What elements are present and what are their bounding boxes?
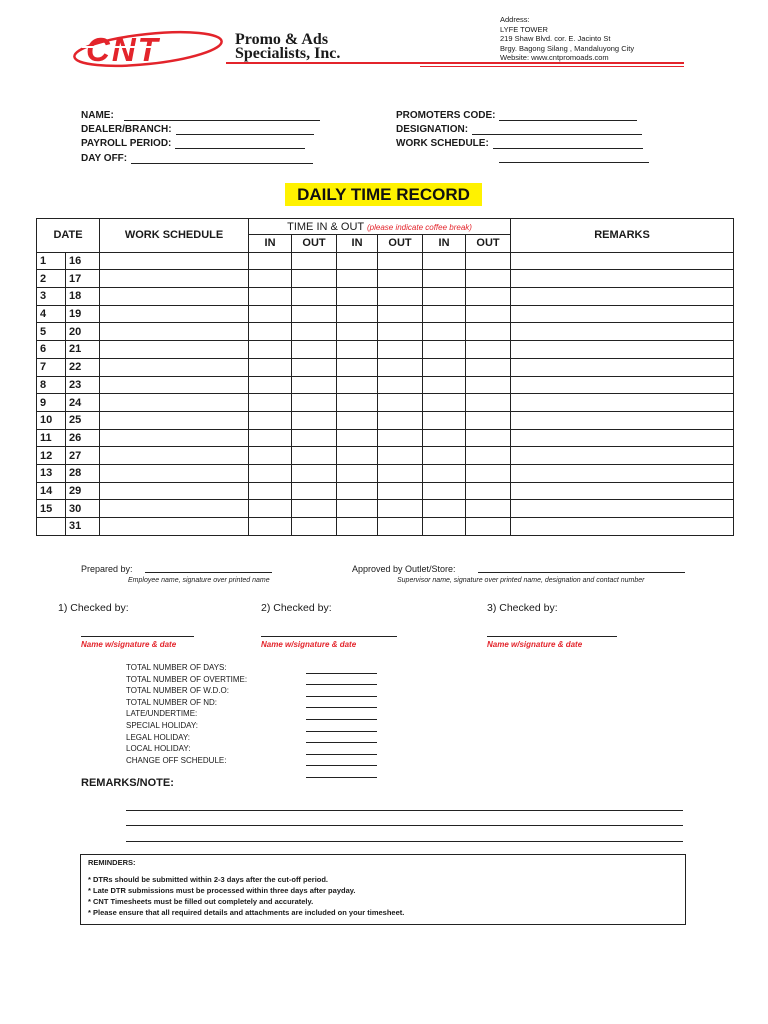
- time-in-cell[interactable]: [249, 270, 292, 288]
- special-holiday-label: SPECIAL HOLIDAY:: [126, 720, 199, 730]
- date-cell: 29: [66, 482, 100, 500]
- day-off-label: DAY OFF:: [81, 153, 128, 164]
- remarks-cell[interactable]: [511, 270, 734, 288]
- total-input-line[interactable]: [306, 685, 377, 697]
- work-schedule-cell[interactable]: [100, 500, 249, 518]
- remarks-input-line[interactable]: [126, 811, 683, 827]
- time-in-cell[interactable]: [249, 394, 292, 412]
- local-holiday-label: LOCAL HOLIDAY:: [126, 744, 191, 754]
- header-divider: [226, 62, 684, 64]
- work-schedule-header: WORK SCHEDULE: [100, 219, 249, 253]
- remarks-cell[interactable]: [511, 429, 734, 447]
- time-in-cell[interactable]: [249, 518, 292, 536]
- time-out-cell[interactable]: [378, 482, 423, 500]
- out-header: OUT: [292, 235, 337, 253]
- time-out-cell[interactable]: [466, 464, 511, 482]
- designation-field: [396, 124, 642, 135]
- time-in-cell[interactable]: [337, 305, 378, 323]
- time-in-cell[interactable]: [337, 323, 378, 341]
- time-in-cell[interactable]: [249, 464, 292, 482]
- checked-by-1-line[interactable]: [81, 636, 194, 637]
- time-in-cell[interactable]: [249, 341, 292, 359]
- time-out-cell[interactable]: [378, 376, 423, 394]
- table-row: [37, 358, 734, 376]
- work-schedule-input-line[interactable]: [493, 139, 643, 149]
- date-cell: 11: [37, 429, 66, 447]
- approved-by-label: Approved by Outlet/Store:: [352, 564, 456, 574]
- time-in-cell[interactable]: [423, 464, 466, 482]
- prepared-by-label: Prepared by:: [81, 564, 133, 574]
- out-header: OUT: [378, 235, 423, 253]
- time-in-cell[interactable]: [249, 429, 292, 447]
- time-in-cell[interactable]: [423, 376, 466, 394]
- remarks-cell[interactable]: [511, 305, 734, 323]
- total-input-line[interactable]: [306, 708, 377, 720]
- table-row: [37, 252, 734, 270]
- company-line-2: Specialists, Inc.: [235, 45, 341, 62]
- reminder-item: * CNT Timesheets must be filled out completely and accurately.: [88, 897, 314, 906]
- time-out-cell[interactable]: [292, 341, 337, 359]
- checked-by-2-line[interactable]: [261, 636, 397, 637]
- coffee-break-note: (please indicate coffee break): [366, 222, 472, 232]
- time-in-cell[interactable]: [249, 411, 292, 429]
- address-line: LYFE TOWER: [500, 24, 548, 34]
- work-schedule-cell[interactable]: [100, 358, 249, 376]
- time-in-cell[interactable]: [249, 447, 292, 465]
- out-header: OUT: [466, 235, 511, 253]
- date-cell: 7: [37, 358, 66, 376]
- date-cell: 2: [37, 270, 66, 288]
- time-in-cell[interactable]: [249, 358, 292, 376]
- total-input-line[interactable]: [306, 732, 377, 744]
- promoters-code-label: PROMOTERS CODE:: [396, 110, 496, 121]
- website-line: Website: www.cntpromoads.com: [500, 53, 609, 62]
- table-row: [37, 429, 734, 447]
- time-out-cell[interactable]: [292, 500, 337, 518]
- date-cell: 27: [66, 447, 100, 465]
- in-header: IN: [337, 235, 378, 253]
- time-in-cell[interactable]: [423, 323, 466, 341]
- work-schedule-cell[interactable]: [100, 464, 249, 482]
- approved-by-line[interactable]: [478, 572, 685, 573]
- date-header: DATE: [37, 219, 100, 253]
- time-out-cell[interactable]: [378, 341, 423, 359]
- time-out-cell[interactable]: [466, 376, 511, 394]
- time-in-cell[interactable]: [249, 500, 292, 518]
- time-in-cell[interactable]: [423, 411, 466, 429]
- approved-by-sub: Supervisor name, signature over printed name, designation and contact number: [397, 577, 645, 584]
- date-cell: 17: [66, 270, 100, 288]
- time-out-cell[interactable]: [466, 447, 511, 465]
- checked-by-3-sub: Name w/signature & date: [487, 640, 583, 649]
- checked-by-2-sub: Name w/signature & date: [261, 640, 357, 649]
- work-schedule-cell[interactable]: [100, 482, 249, 500]
- address-line: 219 Shaw Blvd. cor. E. Jacinto St: [500, 34, 611, 43]
- date-cell: 3: [37, 288, 66, 306]
- work-schedule-field: [396, 138, 643, 149]
- date-cell: 25: [66, 411, 100, 429]
- page-title: DAILY TIME RECORD: [285, 183, 482, 206]
- date-cell: 12: [37, 447, 66, 465]
- time-record-table: [36, 218, 734, 536]
- time-out-cell[interactable]: [466, 341, 511, 359]
- total-input-line[interactable]: [306, 766, 377, 778]
- time-out-cell[interactable]: [292, 411, 337, 429]
- date-cell: 21: [66, 341, 100, 359]
- remarks-cell[interactable]: [511, 500, 734, 518]
- time-in-cell[interactable]: [423, 482, 466, 500]
- time-out-cell[interactable]: [292, 518, 337, 536]
- promoters-code-input-line[interactable]: [499, 111, 637, 121]
- time-in-out-header: [249, 219, 511, 235]
- time-out-cell[interactable]: [292, 358, 337, 376]
- time-in-cell[interactable]: [249, 323, 292, 341]
- payroll-period-label: PAYROLL PERIOD:: [81, 138, 172, 149]
- time-in-cell[interactable]: [337, 447, 378, 465]
- work-schedule-cell[interactable]: [100, 518, 249, 536]
- date-cell: [37, 518, 66, 536]
- reminders-heading: REMINDERS:: [88, 858, 136, 867]
- time-out-cell[interactable]: [378, 252, 423, 270]
- time-out-cell[interactable]: [378, 323, 423, 341]
- time-out-cell[interactable]: [292, 447, 337, 465]
- remarks-cell[interactable]: [511, 358, 734, 376]
- company-name: [235, 33, 340, 61]
- time-out-cell[interactable]: [378, 411, 423, 429]
- late-undertime-label: LATE/UNDERTIME:: [126, 709, 198, 719]
- time-in-cell[interactable]: [423, 252, 466, 270]
- time-out-cell[interactable]: [292, 288, 337, 306]
- date-cell: 1: [37, 252, 66, 270]
- designation-input-line[interactable]: [472, 125, 642, 135]
- date-cell: 30: [66, 500, 100, 518]
- name-input-line[interactable]: [124, 111, 320, 121]
- company-line-1: Promo & Ads: [235, 31, 329, 48]
- time-out-cell[interactable]: [292, 270, 337, 288]
- remarks-input-line[interactable]: [126, 826, 683, 842]
- work-schedule-cell[interactable]: [100, 411, 249, 429]
- work-schedule-cell[interactable]: [100, 288, 249, 306]
- time-in-cell[interactable]: [249, 252, 292, 270]
- work-schedule-cell[interactable]: [100, 429, 249, 447]
- time-out-cell[interactable]: [378, 518, 423, 536]
- time-in-cell[interactable]: [423, 429, 466, 447]
- time-in-cell[interactable]: [423, 341, 466, 359]
- table-row: [37, 376, 734, 394]
- time-out-cell[interactable]: [466, 500, 511, 518]
- total-days-label: TOTAL NUMBER OF DAYS:: [126, 663, 227, 672]
- time-in-out-label: TIME IN & OUT: [287, 220, 364, 233]
- totals-input-lines: [306, 662, 377, 778]
- cnt-logo: [72, 28, 227, 70]
- work-schedule-cell[interactable]: [100, 305, 249, 323]
- time-out-cell[interactable]: [466, 305, 511, 323]
- table-row: [37, 447, 734, 465]
- time-in-cell[interactable]: [337, 518, 378, 536]
- checked-by-1-sub: Name w/signature & date: [81, 640, 177, 649]
- name-field: [81, 110, 320, 121]
- work-schedule-cell[interactable]: [100, 376, 249, 394]
- time-out-cell[interactable]: [378, 500, 423, 518]
- remarks-cell[interactable]: [511, 288, 734, 306]
- dealer-branch-field: [81, 124, 314, 135]
- time-in-cell[interactable]: [423, 288, 466, 306]
- date-cell: 14: [37, 482, 66, 500]
- time-out-cell[interactable]: [292, 305, 337, 323]
- table-row: [37, 482, 734, 500]
- time-out-cell[interactable]: [466, 518, 511, 536]
- remarks-cell[interactable]: [511, 482, 734, 500]
- checked-by-3-line[interactable]: [487, 636, 617, 637]
- payroll-period-field: [81, 138, 305, 149]
- time-out-cell[interactable]: [466, 482, 511, 500]
- prepared-by-line[interactable]: [145, 572, 272, 573]
- totals-list: [126, 662, 247, 766]
- time-out-cell[interactable]: [292, 394, 337, 412]
- total-input-line[interactable]: [306, 720, 377, 732]
- designation-label: DESIGNATION:: [396, 124, 469, 135]
- reminder-item: * Late DTR submissions must be processed within three days after payday.: [88, 886, 356, 895]
- table-row: [37, 305, 734, 323]
- date-cell: 16: [66, 252, 100, 270]
- time-out-cell[interactable]: [292, 482, 337, 500]
- remarks-cell[interactable]: [511, 394, 734, 412]
- time-in-cell[interactable]: [337, 270, 378, 288]
- name-label: NAME:: [81, 110, 114, 121]
- time-in-cell[interactable]: [249, 376, 292, 394]
- company-address: [500, 15, 634, 63]
- time-out-cell[interactable]: [466, 288, 511, 306]
- table-row: [37, 518, 734, 536]
- date-cell: 8: [37, 376, 66, 394]
- table-row: [37, 464, 734, 482]
- remarks-input-line[interactable]: [126, 795, 683, 811]
- date-cell: 26: [66, 429, 100, 447]
- time-in-cell[interactable]: [423, 358, 466, 376]
- remarks-cell[interactable]: [511, 252, 734, 270]
- remarks-cell[interactable]: [511, 518, 734, 536]
- table-row: [37, 288, 734, 306]
- remarks-note-lines: [126, 795, 683, 842]
- day-off-field: [81, 153, 313, 164]
- promoters-code-field: [396, 110, 637, 121]
- table-row: [37, 323, 734, 341]
- table-row: [37, 411, 734, 429]
- total-input-line[interactable]: [306, 755, 377, 767]
- remarks-cell[interactable]: [511, 376, 734, 394]
- date-cell: 22: [66, 358, 100, 376]
- date-cell: 20: [66, 323, 100, 341]
- time-in-cell[interactable]: [249, 288, 292, 306]
- time-in-cell[interactable]: [249, 305, 292, 323]
- date-cell: 5: [37, 323, 66, 341]
- time-out-cell[interactable]: [466, 358, 511, 376]
- remarks-cell[interactable]: [511, 341, 734, 359]
- remarks-cell[interactable]: [511, 323, 734, 341]
- date-cell: 28: [66, 464, 100, 482]
- date-cell: 23: [66, 376, 100, 394]
- checked-by-1-label: 1) Checked by:: [58, 602, 129, 614]
- logo-text: CNT: [86, 31, 160, 68]
- remarks-cell[interactable]: [511, 464, 734, 482]
- time-out-cell[interactable]: [466, 411, 511, 429]
- time-in-cell[interactable]: [423, 394, 466, 412]
- time-out-cell[interactable]: [292, 429, 337, 447]
- prepared-by-sub: Employee name, signature over printed name: [128, 577, 270, 584]
- dealer-branch-label: DEALER/BRANCH:: [81, 124, 172, 135]
- change-off-schedule-label: CHANGE OFF SCHEDULE:: [126, 755, 227, 765]
- header-divider: [420, 66, 684, 67]
- date-cell: 18: [66, 288, 100, 306]
- time-in-cell[interactable]: [423, 305, 466, 323]
- time-out-cell[interactable]: [378, 305, 423, 323]
- total-nd-label: TOTAL NUMBER OF ND:: [126, 697, 217, 707]
- time-out-cell[interactable]: [378, 288, 423, 306]
- remarks-cell[interactable]: [511, 411, 734, 429]
- date-cell: 19: [66, 305, 100, 323]
- date-cell: 31: [66, 518, 100, 536]
- remarks-note-label: REMARKS/NOTE:: [81, 777, 174, 789]
- time-out-cell[interactable]: [292, 376, 337, 394]
- total-input-line[interactable]: [306, 697, 377, 709]
- day-off-input-line[interactable]: [131, 154, 313, 164]
- total-input-line[interactable]: [306, 662, 377, 674]
- work-schedule-label: WORK SCHEDULE:: [396, 138, 489, 149]
- total-wdo-label: TOTAL NUMBER OF W.D.O:: [126, 686, 229, 696]
- work-schedule-input-line-2[interactable]: [499, 162, 649, 163]
- checked-by-3-label: 3) Checked by:: [487, 602, 558, 614]
- remarks-cell[interactable]: [511, 447, 734, 465]
- time-in-cell[interactable]: [337, 288, 378, 306]
- time-in-cell[interactable]: [337, 482, 378, 500]
- address-line: Brgy. Bagong Silang , Mandaluyong City: [500, 43, 635, 53]
- reminders-box: [80, 854, 686, 925]
- time-out-cell[interactable]: [466, 394, 511, 412]
- work-schedule-cell[interactable]: [100, 252, 249, 270]
- time-in-cell[interactable]: [337, 429, 378, 447]
- in-header: IN: [249, 235, 292, 253]
- time-out-cell[interactable]: [466, 252, 511, 270]
- work-schedule-cell[interactable]: [100, 447, 249, 465]
- time-in-cell[interactable]: [337, 376, 378, 394]
- reminder-item: * Please ensure that all required details and attachments are included on your timesheet.: [88, 908, 405, 917]
- time-out-cell[interactable]: [378, 429, 423, 447]
- time-in-cell[interactable]: [423, 500, 466, 518]
- work-schedule-cell[interactable]: [100, 341, 249, 359]
- time-out-cell[interactable]: [378, 394, 423, 412]
- time-in-cell[interactable]: [337, 464, 378, 482]
- checked-by-2-label: 2) Checked by:: [261, 602, 332, 614]
- time-out-cell[interactable]: [378, 464, 423, 482]
- date-cell: 15: [37, 500, 66, 518]
- time-in-cell[interactable]: [337, 358, 378, 376]
- work-schedule-cell[interactable]: [100, 270, 249, 288]
- total-overtime-label: TOTAL NUMBER OF OVERTIME:: [126, 674, 248, 684]
- time-in-cell[interactable]: [337, 411, 378, 429]
- date-cell: 13: [37, 464, 66, 482]
- time-in-cell[interactable]: [337, 500, 378, 518]
- time-in-cell[interactable]: [337, 252, 378, 270]
- time-out-cell[interactable]: [378, 358, 423, 376]
- time-in-cell[interactable]: [337, 394, 378, 412]
- address-label: Address:: [500, 15, 530, 24]
- reminder-item: * DTRs should be submitted within 2-3 days after the cut-off period.: [88, 875, 329, 884]
- work-schedule-cell[interactable]: [100, 323, 249, 341]
- date-cell: 4: [37, 305, 66, 323]
- time-out-cell[interactable]: [378, 447, 423, 465]
- time-in-cell[interactable]: [249, 482, 292, 500]
- time-out-cell[interactable]: [292, 252, 337, 270]
- time-in-cell[interactable]: [423, 447, 466, 465]
- time-in-cell[interactable]: [423, 518, 466, 536]
- table-row: [37, 270, 734, 288]
- time-out-cell[interactable]: [466, 270, 511, 288]
- time-in-cell[interactable]: [337, 341, 378, 359]
- time-out-cell[interactable]: [466, 323, 511, 341]
- table-row: [37, 394, 734, 412]
- table-row: [37, 341, 734, 359]
- remarks-header: REMARKS: [511, 219, 734, 253]
- time-out-cell[interactable]: [378, 270, 423, 288]
- date-cell: 9: [37, 394, 66, 412]
- total-input-line[interactable]: [306, 743, 377, 755]
- in-header: IN: [423, 235, 466, 253]
- table-row: [37, 500, 734, 518]
- payroll-period-input-line[interactable]: [175, 139, 305, 149]
- time-out-cell[interactable]: [466, 429, 511, 447]
- time-out-cell[interactable]: [292, 464, 337, 482]
- work-schedule-cell[interactable]: [100, 394, 249, 412]
- date-cell: 6: [37, 341, 66, 359]
- total-input-line[interactable]: [306, 674, 377, 686]
- time-in-cell[interactable]: [423, 270, 466, 288]
- date-cell: 10: [37, 411, 66, 429]
- time-out-cell[interactable]: [292, 323, 337, 341]
- legal-holiday-label: LEGAL HOLIDAY:: [126, 732, 191, 742]
- date-cell: 24: [66, 394, 100, 412]
- dealer-branch-input-line[interactable]: [176, 125, 314, 135]
